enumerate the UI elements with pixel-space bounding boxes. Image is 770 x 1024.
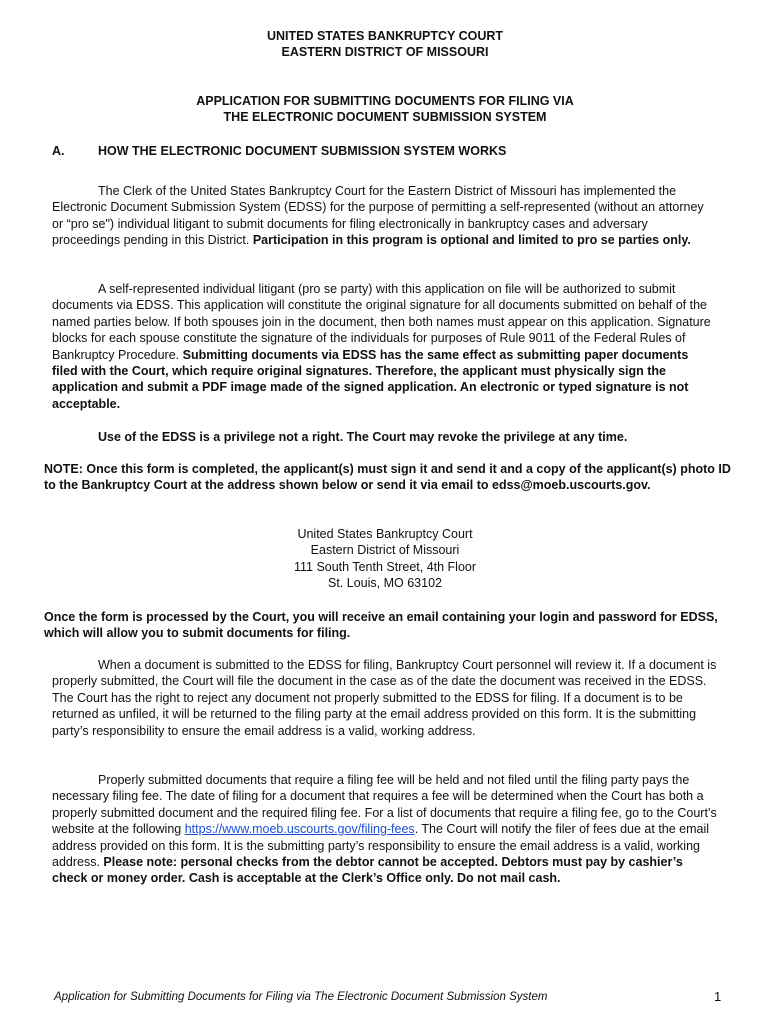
section-a-heading: [52, 143, 732, 159]
review-text: When a document is submitted to the EDSS for filing, Bankruptcy Court personnel will review it. If a document is properly submitted, the Court will file the document in the case as of the date the document was received in the EDSS. The Court has the right to reject any document not properly submitted to the EDSS for filing. If a document is to be returned as unfiled, it will be returned to the filing party at the email address provided on this form. It is the submitting party’s responsibility to ensure the email address is a valid, working address.: [52, 658, 717, 738]
address-line1: United States Bankruptcy Court: [297, 527, 473, 541]
address-line4: St. Louis, MO 63102: [328, 576, 442, 591]
address-line2: Eastern District of Missouri: [310, 543, 460, 558]
application-heading: [0, 93, 770, 125]
address-line3: 111 South Tenth Street, 4th Floor: [293, 559, 477, 574]
page-number: 1: [714, 989, 722, 1004]
paragraph-fees: [52, 772, 717, 887]
login-paragraph: Once the form is processed by the Court, you will receive an email containing your login and password for EDSS, which will allow you to submit documents for filing.: [44, 610, 718, 641]
court-heading: [0, 28, 770, 60]
court-name: UNITED STATES BANKRUPTCY COURT: [266, 29, 504, 43]
fees-text-b: . The Court will notify the filer of fees due at the email address provided on this form. It is the submitting party’s responsibility to ensure the email address is a valid, working address.: [52, 822, 710, 870]
paragraph-review: [52, 657, 717, 739]
application-title-line1: APPLICATION FOR SUBMITTING DOCUMENTS FOR FILING VIA: [196, 94, 574, 108]
authorization-text: A self-represented individual litigant (pro se party) with this application on file will be authorized to submit documents via EDSS. This application will constitute the original signature for all documents submitted on behalf of the named parties below. If both spouses join in the document, then both names must appear on this application. Signature blocks for each spouse constitute the signature of the individuals for purposes of Rule 9011 of the Federal Rules of Bankruptcy Procedure.: [52, 282, 711, 362]
section-title: HOW THE ELECTRONIC DOCUMENT SUBMISSION SYSTEM WORKS: [98, 144, 507, 158]
paragraph-intro: [52, 183, 717, 249]
footer-title: Application for Submitting Documents for Filing via The Electronic Document Submission System: [54, 991, 548, 1003]
court-address: [0, 526, 770, 592]
privilege-text: Use of the EDSS is a privilege not a right. The Court may revoke the privilege at any time.: [98, 430, 628, 444]
intro-text: The Clerk of the United States Bankruptcy Court for the Eastern District of Missouri has implemented the Electronic Document Submission System (EDSS) for the purpose of permitting a self-represented (without an attorney or “pro se") individual litigant to submit documents for filing electronically in bankruptcy cases and adversary proceedings pending in this District.: [52, 184, 704, 248]
authorization-bold: Submitting documents via EDSS has the same effect as submitting paper documents filed with the Court, which require original signatures. Therefore, the applicant must physically sign the application and submit a PDF image made of the signed application. An electronic or typed signature is not acceptable.: [52, 347, 689, 411]
intro-bold: Participation in this program is optional and limited to pro se parties only.: [252, 233, 691, 248]
fees-text-a: Properly submitted documents that require a filing fee will be held and not filed until the filing party pays the necessary filing fee. The date of filing for a document that requires a fee will be determined when the Court has both a properly submitted document and the required filing fee. For a list of documents that require a filing fee, go to the Court’s website at the following: [52, 773, 717, 837]
paragraph-privilege: [52, 429, 717, 445]
note-paragraph: NOTE: Once this form is completed, the applicant(s) must sign it and send it and a copy of the applicant(s) photo ID to the Bankruptcy Court at the address shown below or send it via email to edss@moeb.uscourts.gov.: [44, 462, 731, 493]
section-letter: A.: [52, 144, 65, 158]
paragraph-authorization: [52, 281, 717, 412]
fees-bold: Please note: personal checks from the debtor cannot be accepted. Debtors must pay by cashier’s check or money order. Cash is acceptable at the Clerk’s Office only. Do not mail cash.: [52, 855, 683, 886]
application-title-line2: THE ELECTRONIC DOCUMENT SUBMISSION SYSTEM: [223, 110, 547, 124]
court-district: EASTERN DISTRICT OF MISSOURI: [281, 45, 489, 59]
filing-fees-link[interactable]: https://www.moeb.uscourts.gov/filing-fees: [184, 822, 415, 837]
